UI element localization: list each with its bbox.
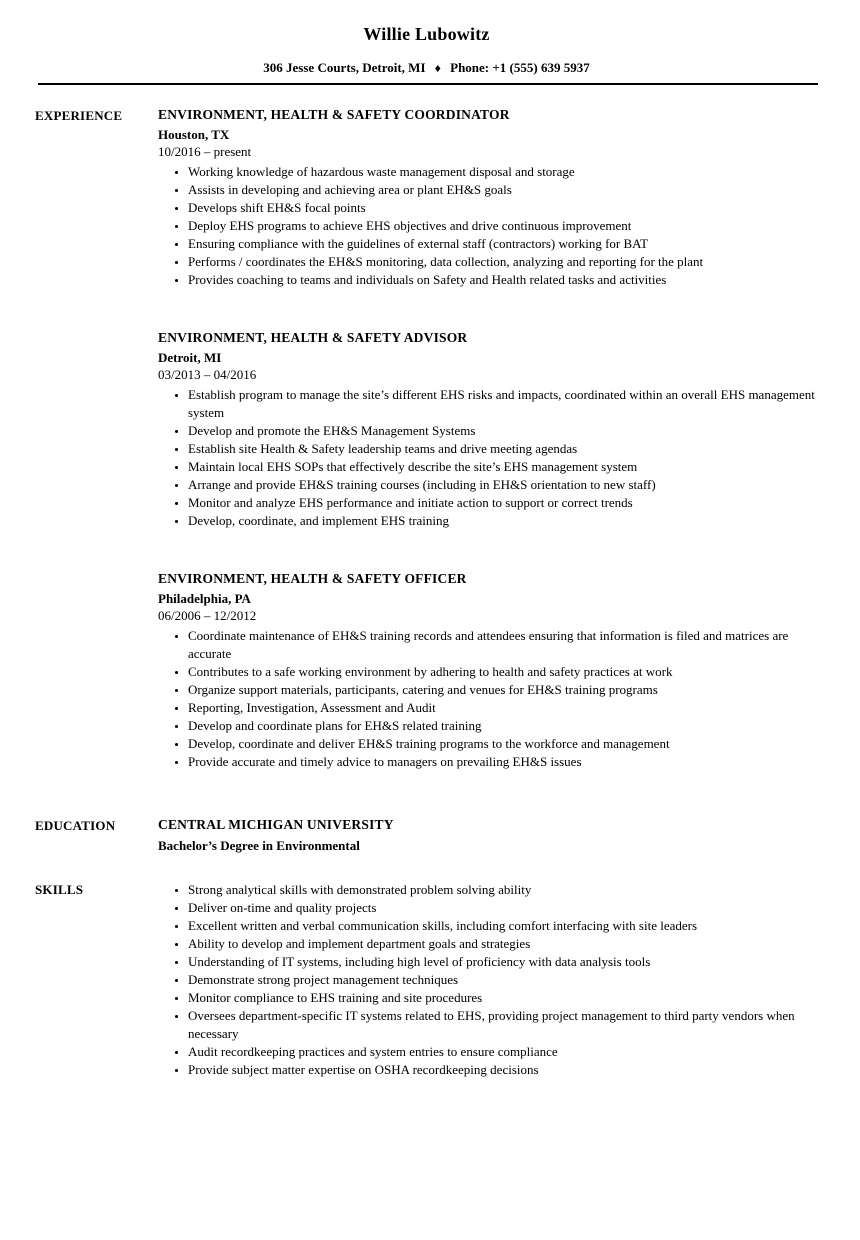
section-skills bbox=[35, 881, 818, 1079]
job-entry bbox=[158, 330, 818, 530]
education-school: CENTRAL MICHIGAN UNIVERSITY bbox=[158, 817, 394, 832]
bullet-item: • Understanding of IT systems, including high level of proficiency with data analysis tools bbox=[188, 953, 818, 971]
job-location: Detroit, MI bbox=[158, 350, 222, 365]
job-location: Philadelphia, PA bbox=[158, 591, 251, 606]
job-location: Houston, TX bbox=[158, 127, 230, 142]
bullet-item: • Oversees department-specific IT systems related to EHS, providing project management to third party vendors when necessary bbox=[188, 1007, 818, 1043]
bullet-item: • Arrange and provide EH&S training courses (including in EH&S orientation to new staff) bbox=[188, 476, 818, 494]
bullet-item: • Monitor and analyze EHS performance and initiate action to support or correct trends bbox=[188, 494, 818, 512]
education-section-label: EDUCATION bbox=[35, 818, 116, 833]
bullet-item: • Establish site Health & Safety leadership teams and drive meeting agendas bbox=[188, 440, 818, 458]
job-title: ENVIRONMENT, HEALTH & SAFETY OFFICER bbox=[158, 571, 467, 586]
bullet-item: • Provide subject matter expertise on OSHA recordkeeping decisions bbox=[188, 1061, 818, 1079]
bullet-item: • Deploy EHS programs to achieve EHS objectives and drive continuous improvement bbox=[188, 217, 818, 235]
bullet-item: • Working knowledge of hazardous waste management disposal and storage bbox=[188, 163, 818, 181]
section-education bbox=[35, 817, 818, 854]
bullet-item: • Ensuring compliance with the guidelines of external staff (contractors) working for BAT bbox=[188, 235, 818, 253]
contact-phone: Phone: +1 (555) 639 5937 bbox=[450, 60, 590, 75]
job-title: ENVIRONMENT, HEALTH & SAFETY COORDINATOR bbox=[158, 107, 510, 122]
bullet-item: • Coordinate maintenance of EH&S training records and attendees ensuring that information is filed and matrices are accurate bbox=[188, 627, 818, 663]
skills-section-label: SKILLS bbox=[35, 882, 84, 897]
job-entry bbox=[158, 571, 818, 771]
diamond-separator-icon: ♦ bbox=[434, 61, 441, 75]
bullet-item: • Maintain local EHS SOPs that effectively describe the site’s EHS management system bbox=[188, 458, 818, 476]
education-content bbox=[158, 817, 818, 854]
bullet-item: • Develop and coordinate plans for EH&S related training bbox=[188, 717, 818, 735]
header-divider bbox=[38, 83, 818, 85]
bullet-item: • Reporting, Investigation, Assessment and Audit bbox=[188, 699, 818, 717]
candidate-name: Willie Lubowitz bbox=[363, 24, 490, 44]
bullet-item: • Deliver on-time and quality projects bbox=[188, 899, 818, 917]
bullet-item: • Demonstrate strong project management techniques bbox=[188, 971, 818, 989]
bullet-item: • Provides coaching to teams and individuals on Safety and Health related tasks and activities bbox=[188, 271, 818, 289]
bullet-item: • Develop and promote the EH&S Management Systems bbox=[188, 422, 818, 440]
job-entry bbox=[158, 107, 818, 289]
job-bullet-list bbox=[158, 386, 818, 530]
education-degree: Bachelor’s Degree in Environmental bbox=[158, 838, 360, 853]
bullet-item: • Establish program to manage the site’s different EHS risks and impacts, coordinated within an overall EHS management system bbox=[188, 386, 818, 422]
bullet-item: • Develop, coordinate and deliver EH&S training programs to the workforce and management bbox=[188, 735, 818, 753]
experience-section-label: EXPERIENCE bbox=[35, 108, 123, 123]
experience-content bbox=[158, 107, 818, 771]
contact-line bbox=[35, 60, 818, 76]
bullet-item: • Strong analytical skills with demonstrated problem solving ability bbox=[188, 881, 818, 899]
job-bullet-list bbox=[158, 163, 818, 289]
section-experience bbox=[35, 107, 818, 771]
skills-bullet-list bbox=[158, 881, 818, 1079]
job-dates: 03/2013 – 04/2016 bbox=[158, 367, 257, 382]
bullet-item: • Monitor compliance to EHS training and site procedures bbox=[188, 989, 818, 1007]
bullet-item: • Provide accurate and timely advice to managers on prevailing EH&S issues bbox=[188, 753, 818, 771]
job-bullet-list bbox=[158, 627, 818, 771]
bullet-item: • Assists in developing and achieving area or plant EH&S goals bbox=[188, 181, 818, 199]
job-title: ENVIRONMENT, HEALTH & SAFETY ADVISOR bbox=[158, 330, 468, 345]
bullet-item: • Audit recordkeeping practices and system entries to ensure compliance bbox=[188, 1043, 818, 1061]
bullet-item: • Develop, coordinate, and implement EHS training bbox=[188, 512, 818, 530]
bullet-item: • Performs / coordinates the EH&S monitoring, data collection, analyzing and reporting for the plant bbox=[188, 253, 818, 271]
bullet-item: • Organize support materials, participants, catering and venues for EH&S training programs bbox=[188, 681, 818, 699]
bullet-item: • Excellent written and verbal communication skills, including comfort interfacing with site leaders bbox=[188, 917, 818, 935]
job-dates: 10/2016 – present bbox=[158, 144, 252, 159]
skills-content bbox=[158, 881, 818, 1079]
contact-address: 306 Jesse Courts, Detroit, MI bbox=[263, 60, 426, 75]
bullet-item: • Contributes to a safe working environment by adhering to health and safety practices at work bbox=[188, 663, 818, 681]
bullet-item: • Ability to develop and implement department goals and strategies bbox=[188, 935, 818, 953]
job-dates: 06/2006 – 12/2012 bbox=[158, 608, 257, 623]
bullet-item: • Develops shift EH&S focal points bbox=[188, 199, 818, 217]
